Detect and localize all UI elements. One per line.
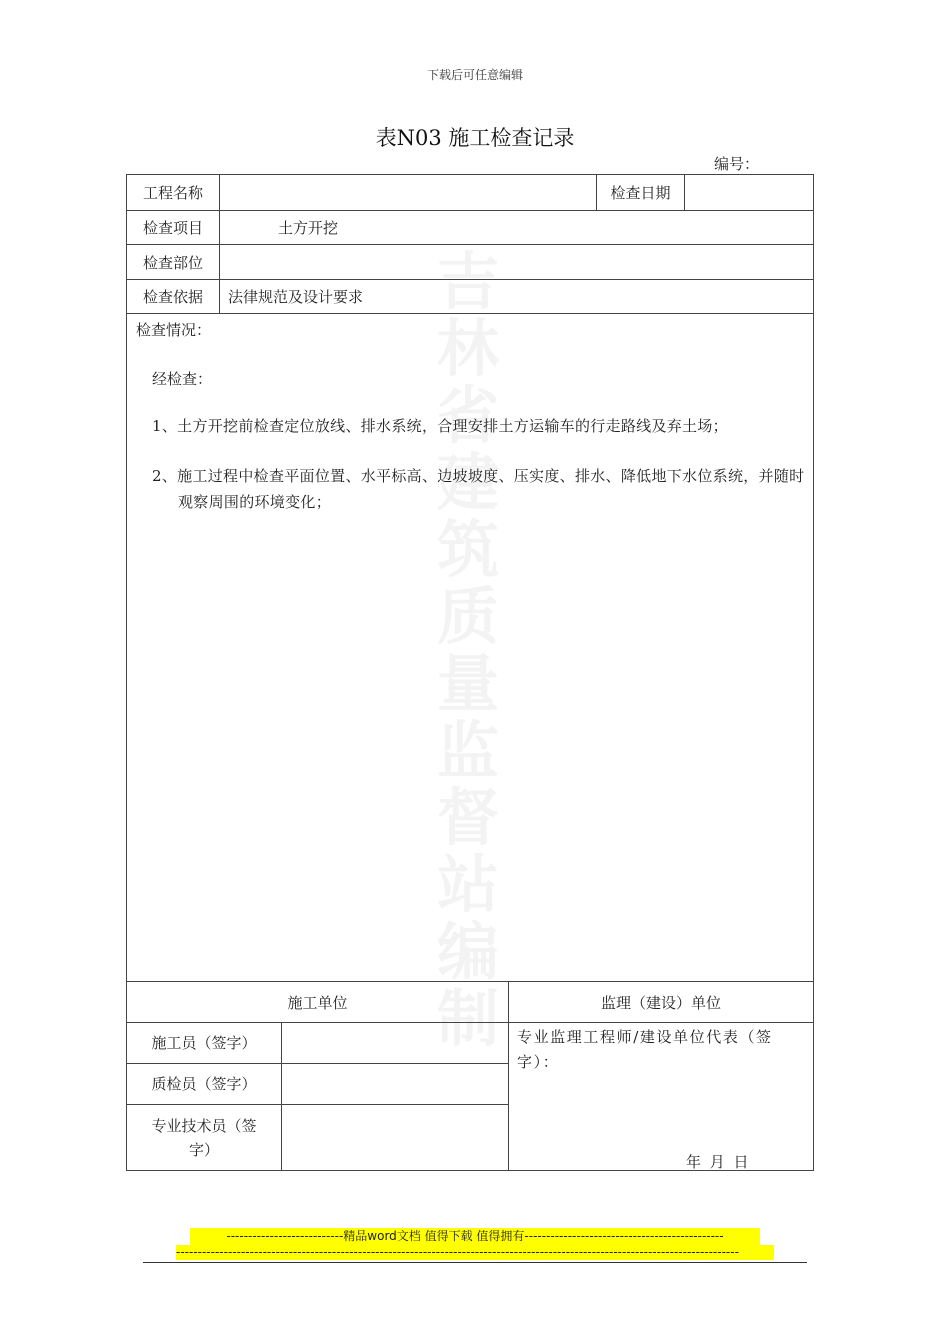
supervisor-signature-label: 专业监理工程师/建设单位代表（签字）： (517, 1028, 773, 1071)
inspector-signature-field[interactable] (282, 1064, 508, 1104)
check-location-row (127, 245, 813, 280)
project-name-row (127, 175, 813, 211)
signature-row (127, 1064, 508, 1105)
document-title: 表N03 施工检查记录 (375, 126, 575, 150)
inspection-situation-area (127, 314, 813, 982)
technician-signature-field[interactable] (282, 1105, 508, 1171)
watermark-char: 省 (436, 379, 499, 452)
check-location-label: 检查部位 (127, 245, 220, 279)
serial-number-label: 编号： (714, 155, 760, 173)
watermark-char: 督 (436, 781, 499, 854)
item-text: 土方开挖前检查定位放线、排水系统，合理安排土方运输车的行走路线及弃土场； (177, 417, 728, 435)
footer-line-1: ---------------------------精品word文档 值得下载 值得拥有---------------------------------------------- (190, 1228, 760, 1245)
check-date-field[interactable] (685, 175, 813, 210)
watermark-char: 站 (436, 848, 499, 921)
watermark-char: 编 (436, 915, 499, 988)
watermark-char: 筑 (436, 513, 499, 586)
watermark-char: 监 (436, 714, 499, 787)
check-item-label: 检查项目 (127, 211, 220, 244)
construction-unit-label: 施工单位 (127, 982, 509, 1022)
check-item-field[interactable]: 土方开挖 (278, 219, 339, 237)
signature-row (127, 1105, 508, 1171)
construction-signatures (127, 1023, 509, 1171)
builder-signature-field[interactable] (282, 1023, 508, 1063)
technician-signature-label: 专业技术员（签字） (127, 1105, 282, 1171)
supervision-unit-label: 监理（建设）单位 (600, 993, 721, 1012)
watermark-char: 质 (436, 580, 499, 653)
footer-divider (143, 1262, 807, 1263)
watermark-char: 吉 (436, 245, 499, 318)
signature-date: 年 月 日 (686, 1153, 751, 1171)
situation-label: 检查情况： (136, 321, 212, 339)
item-number: 1、 (152, 417, 178, 435)
project-name-field[interactable] (220, 175, 597, 210)
header-note: 下载后可任意编辑 (426, 68, 523, 82)
footer-line-2: ---------------------------------------------------------------------------------------------------------------------------------- (176, 1245, 774, 1260)
check-basis-label: 检查依据 (127, 280, 220, 313)
watermark-char: 建 (436, 446, 499, 519)
check-basis-row (127, 280, 813, 314)
inspection-form (126, 174, 814, 1171)
situation-intro: 经检查： (152, 370, 213, 388)
watermark-char: 制 (436, 982, 499, 1055)
check-item-row (127, 211, 813, 245)
signature-header-row (127, 982, 813, 1023)
project-name-label: 工程名称 (127, 175, 220, 210)
builder-signature-label: 施工员（签字） (127, 1023, 282, 1063)
item-number: 2、 (152, 467, 178, 485)
watermark-char: 林 (436, 312, 499, 385)
situation-item (152, 413, 808, 439)
item-text: 施工过程中检查平面位置、水平标高、边坡坡度、压实度、排水、降低地下水位系统，并随时观察周围的环境变化； (177, 467, 805, 511)
situation-item (152, 463, 808, 515)
inspector-signature-label: 质检员（签字） (127, 1064, 282, 1104)
check-date-label: 检查日期 (597, 175, 685, 210)
signature-row (127, 1023, 508, 1064)
check-location-field[interactable] (220, 245, 813, 279)
check-basis-field[interactable]: 法律规范及设计要求 (228, 288, 364, 306)
watermark-char: 量 (436, 647, 499, 720)
